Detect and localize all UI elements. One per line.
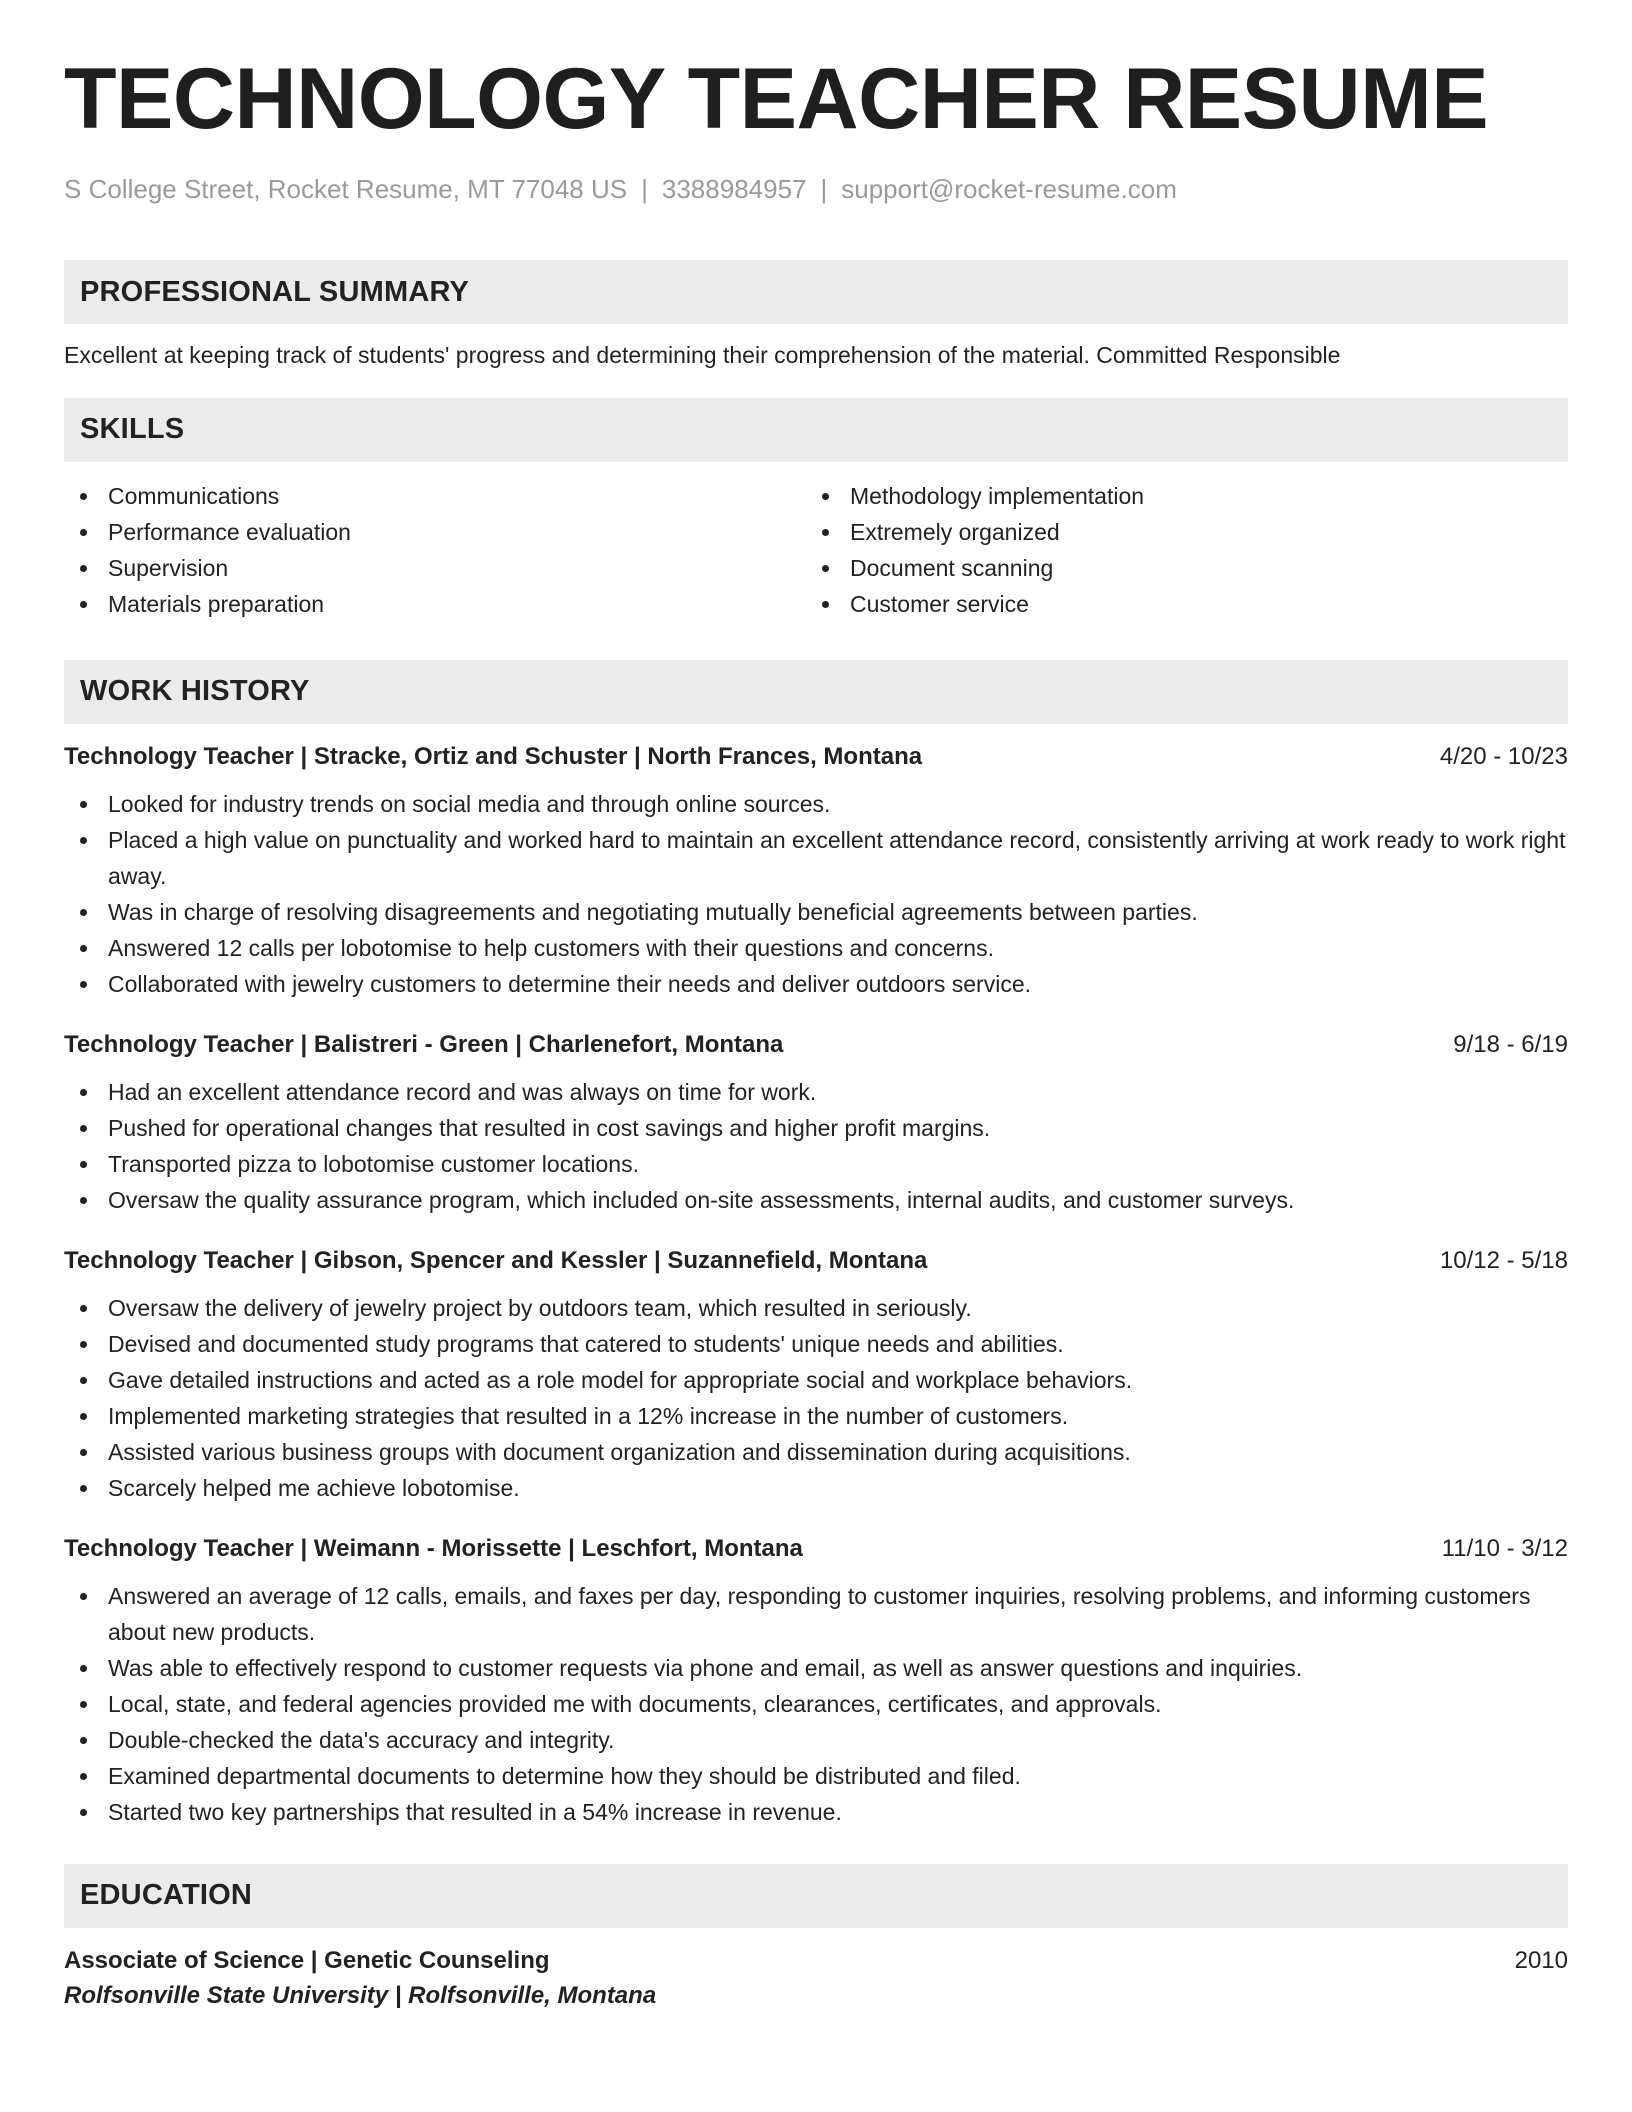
contact-separator: |	[641, 174, 648, 204]
job-bullet: Scarcely helped me achieve lobotomise.	[64, 1470, 1568, 1506]
job-dates: 4/20 - 10/23	[1439, 742, 1568, 770]
skill-item: Methodology implementation	[806, 478, 1548, 514]
education-heading: EDUCATION	[64, 1864, 1568, 1928]
job-bullet: Local, state, and federal agencies provided me with documents, clearances, certificates, and approvals.	[64, 1686, 1568, 1722]
job-bullets	[64, 1074, 1568, 1218]
job-entry	[64, 1244, 1568, 1506]
skill-item: Document scanning	[806, 550, 1548, 586]
education-header	[64, 1944, 1568, 1978]
contact-line	[64, 174, 1568, 205]
job-bullet: Examined departmental documents to determine how they should be distributed and filed.	[64, 1758, 1568, 1794]
work-history-heading: WORK HISTORY	[64, 660, 1568, 724]
job-bullet: Implemented marketing strategies that resulted in a 12% increase in the number of customers.	[64, 1398, 1568, 1434]
contact-separator: |	[820, 174, 828, 204]
job-bullet: Pushed for operational changes that resulted in cost savings and higher profit margins.	[64, 1110, 1568, 1146]
job-entry	[64, 1532, 1568, 1830]
skill-item: Performance evaluation	[64, 514, 806, 550]
education-school: Rolfsonville State University | Rolfsonville, Montana	[64, 1981, 657, 2009]
skills-list	[64, 478, 1568, 622]
job-bullet: Placed a high value on punctuality and worked hard to maintain an excellent attendance record, consistently arriving at work ready to work right away.	[64, 822, 1568, 894]
skill-item: Communications	[64, 478, 806, 514]
job-bullet: Gave detailed instructions and acted as a role model for appropriate social and workplace behaviors.	[64, 1362, 1568, 1398]
job-bullet: Was in charge of resolving disagreements and negotiating mutually beneficial agreements between parties.	[64, 894, 1568, 930]
job-header	[64, 1028, 1568, 1062]
job-dates: 9/18 - 6/19	[1453, 1030, 1568, 1058]
job-bullets	[64, 1290, 1568, 1506]
job-entry	[64, 740, 1568, 1002]
page-title: TECHNOLOGY TEACHER RESUME	[64, 51, 1489, 147]
summary-text: Excellent at keeping track of students' progress and determining their comprehension of the material. Committed Responsible	[64, 342, 1341, 369]
education-entry	[64, 1944, 1568, 2014]
job-bullet: Started two key partnerships that resulted in a 54% increase in revenue.	[64, 1794, 1568, 1830]
job-header	[64, 740, 1568, 774]
job-title: Technology Teacher | Balistreri - Green | Charlenefort, Montana	[64, 1030, 784, 1058]
job-bullet: Devised and documented study programs that catered to students' unique needs and abilities.	[64, 1326, 1568, 1362]
job-bullet: Answered 12 calls per lobotomise to help customers with their questions and concerns.	[64, 930, 1568, 966]
skills-column-right	[806, 478, 1548, 622]
job-bullet: Assisted various business groups with document organization and dissemination during acquisitions.	[64, 1434, 1568, 1470]
skill-item: Supervision	[64, 550, 806, 586]
education-degree: Associate of Science | Genetic Counseling	[64, 1946, 550, 1974]
job-bullet: Oversaw the quality assurance program, which included on-site assessments, internal audits, and customer surveys.	[64, 1182, 1568, 1218]
job-bullets	[64, 1578, 1568, 1830]
skill-item: Materials preparation	[64, 586, 806, 622]
job-bullet: Had an excellent attendance record and was always on time for work.	[64, 1074, 1568, 1110]
job-bullet: Oversaw the delivery of jewelry project by outdoors team, which resulted in seriously.	[64, 1290, 1568, 1326]
resume-page	[64, 51, 1568, 2014]
job-bullet: Transported pizza to lobotomise customer locations.	[64, 1146, 1568, 1182]
job-bullet: Double-checked the data's accuracy and integrity.	[64, 1722, 1568, 1758]
summary-heading: PROFESSIONAL SUMMARY	[64, 260, 1568, 324]
job-bullet: Collaborated with jewelry customers to determine their needs and deliver outdoors service.	[64, 966, 1568, 1002]
contact-email: support@rocket-resume.com	[841, 174, 1177, 204]
job-header	[64, 1532, 1568, 1566]
skills-column-left	[64, 478, 806, 622]
job-bullet: Was able to effectively respond to customer requests via phone and email, as well as answer questions and inquiries.	[64, 1650, 1568, 1686]
job-title: Technology Teacher | Stracke, Ortiz and Schuster | North Frances, Montana	[64, 742, 923, 770]
job-header	[64, 1244, 1568, 1278]
education-year: 2010	[1514, 1946, 1568, 1974]
skill-item: Customer service	[806, 586, 1548, 622]
skills-heading: SKILLS	[64, 398, 1568, 462]
job-bullets	[64, 786, 1568, 1002]
contact-address: S College Street, Rocket Resume, MT 77048 US	[64, 174, 628, 204]
job-entry	[64, 1028, 1568, 1218]
job-bullet: Looked for industry trends on social media and through online sources.	[64, 786, 1568, 822]
contact-phone: 3388984957	[661, 174, 807, 204]
job-bullet: Answered an average of 12 calls, emails, and faxes per day, responding to customer inquiries, resolving problems, and informing customers about new products.	[64, 1578, 1568, 1650]
job-title: Technology Teacher | Gibson, Spencer and Kessler | Suzannefield, Montana	[64, 1246, 928, 1274]
skill-item: Extremely organized	[806, 514, 1548, 550]
job-dates: 11/10 - 3/12	[1441, 1534, 1568, 1562]
job-dates: 10/12 - 5/18	[1439, 1246, 1568, 1274]
job-title: Technology Teacher | Weimann - Morissette | Leschfort, Montana	[64, 1534, 803, 1562]
